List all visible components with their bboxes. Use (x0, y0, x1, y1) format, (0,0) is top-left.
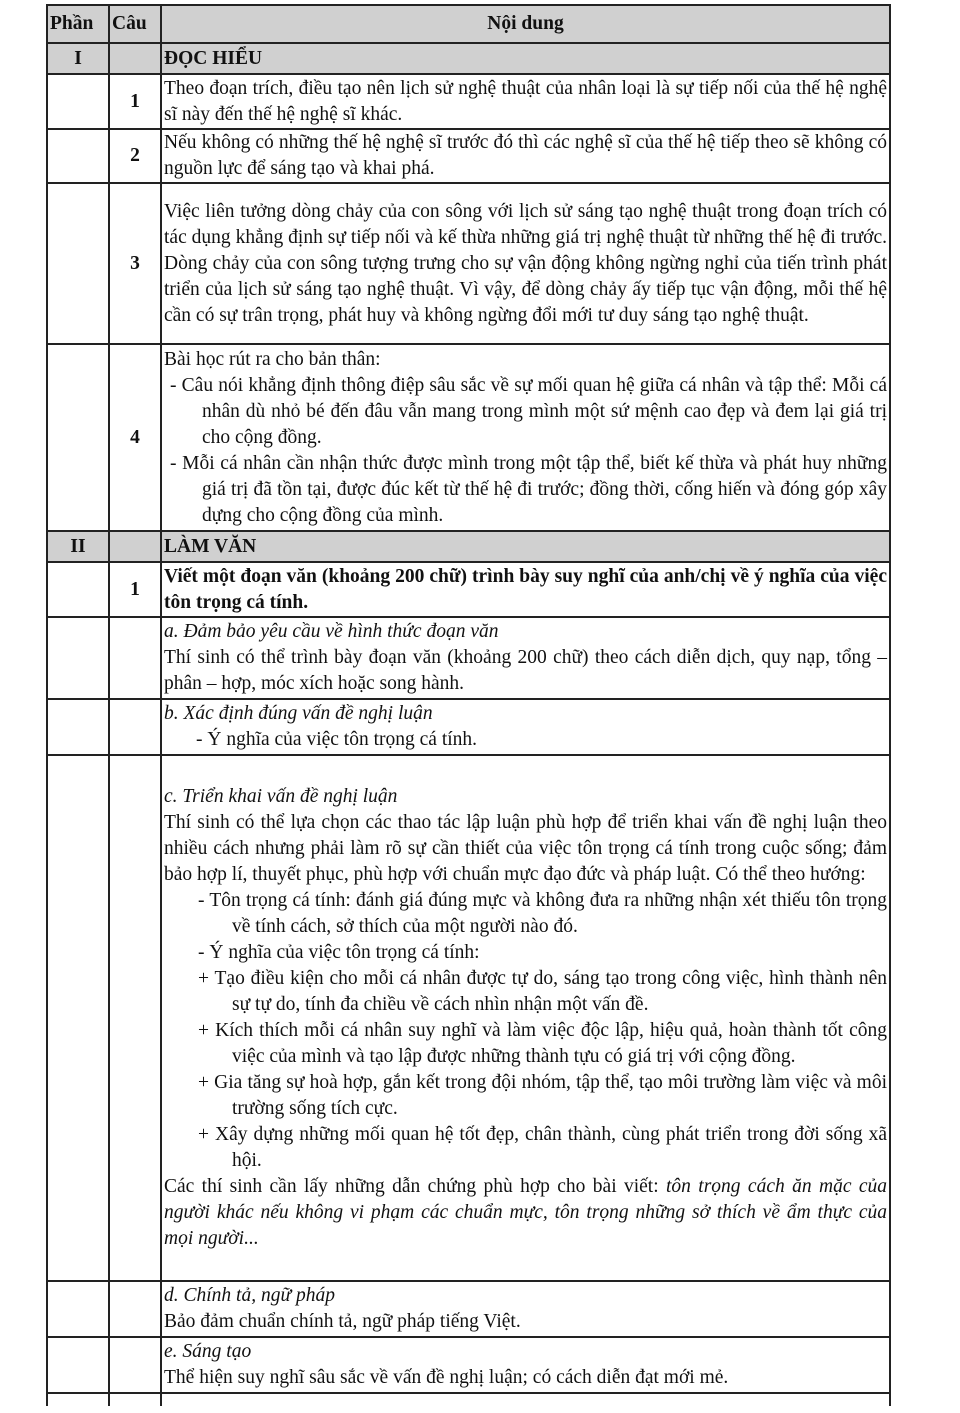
criterion-c (161, 755, 890, 1281)
criterion-title: c. Triển khai vấn đề nghị luận (164, 786, 398, 807)
header-part: Phần (47, 5, 109, 43)
answer-key-table-wrapper (46, 4, 889, 1406)
criterion-title: d. Chính tả, ngữ pháp (164, 1285, 335, 1306)
criterion-text: Thí sinh có thể trình bày đoạn văn (khoảng 200 chữ) theo cách diễn dịch, quy nạp, tổng – phân – hợp, móc xích hoặc song hành. (164, 647, 887, 694)
header-content: Nội dung (161, 5, 890, 43)
answer-key-table (46, 4, 891, 1406)
criterion-text: - Ý nghĩa của việc tôn trọng cá tính. (196, 729, 478, 750)
question-number: 2 (109, 129, 161, 183)
criterion-title: b. Xác định đúng vấn đề nghị luận (164, 703, 433, 724)
answer-text (161, 344, 890, 531)
criterion-sub-bullet: + Tạo điều kiện cho mỗi cá nhân được tự do, sáng tạo trong công việc, hình thành nên sự tự do, tính đa chiều về cách nhìn nhận một vấn đề. (198, 968, 887, 1015)
answer-text: Nếu không có những thế hệ nghệ sĩ trước đó thì các nghệ sĩ của thế hệ tiếp theo sẽ không có nguồn lực để sáng tạo và khai phá. (161, 129, 890, 183)
section-row-reading (47, 43, 890, 74)
question-number: 1 (109, 562, 161, 617)
answer-bullet: - Mỗi cá nhân cần nhận thức được mình trong một tập thể, biết kế thừa và phát huy những giá trị đã tồn tại, được đúc kết từ thế hệ đi trước; đồng thời, cống hiến và đóng góp xây dựng cho cộng đồng của mình. (170, 452, 887, 526)
table-row (47, 344, 890, 531)
criterion-b (161, 699, 890, 755)
criterion-title: a. Đảm bảo yêu cầu về hình thức đoạn văn (164, 621, 499, 642)
criterion-e (161, 1337, 890, 1393)
criterion-bullet: - Tôn trọng cá tính: đánh giá đúng mực và không đưa ra những nhận xét thiếu tôn trọng về tính cách, sở thích của một người nào đó. (198, 890, 887, 937)
answer-text: Theo đoạn trích, điều tạo nên lịch sử nghệ thuật của nhân loại là sự tiếp nối của thế hệ nghệ sĩ này đến thế hệ nghệ sĩ khác. (161, 74, 890, 129)
section-row-writing (47, 531, 890, 562)
writing-prompt: Viết một đoạn văn (khoảng 200 chữ) trình bày suy nghĩ của anh/chị về ý nghĩa của việc tôn trọng cá tính. (161, 562, 890, 617)
answer-bullet: - Câu nói khẳng định thông điệp sâu sắc về sự mối quan hệ giữa cá nhân và tập thể: Mỗi cá nhân dù nhỏ bé đến đâu vẫn mang trong mình một sứ mệnh cao đẹp và đem lại giá trị cho cộng đồng. (170, 374, 887, 448)
evidence-lead: Các thí sinh cần lấy những dẫn chứng phù hợp cho bài viết: (164, 1176, 667, 1197)
criterion-text: Thể hiện suy nghĩ sâu sắc về vấn đề nghị luận; có cách diễn đạt mới mẻ. (164, 1367, 729, 1388)
criterion-title: e. Sáng tạo (164, 1341, 252, 1362)
section-title: LÀM VĂN (161, 531, 890, 562)
criterion-sub-bullet: + Gia tăng sự hoà hợp, gắn kết trong đội nhóm, tập thể, tạo môi trường làm việc và môi trường sống tích cực. (198, 1072, 887, 1119)
criterion-evidence (164, 1174, 887, 1252)
question-number: 4 (109, 344, 161, 531)
table-row (47, 755, 890, 1281)
table-row (47, 183, 890, 344)
table-row (47, 617, 890, 699)
criterion-a (161, 617, 890, 699)
table-row-cut (47, 1393, 890, 1406)
header-question: Câu (109, 5, 161, 43)
question-number: 3 (109, 183, 161, 344)
answer-intro: Bài học rút ra cho bản thân: (164, 348, 381, 370)
section-title: ĐỌC HIỂU (161, 43, 890, 74)
evidence-examples: tôn trọng cách ăn mặc của người khác nếu không vi phạm các chuẩn mực, tôn trọng những sở thích về ẩm thực của mọi người... (164, 1176, 887, 1249)
answer-text: Việc liên tưởng dòng chảy của con sông với lịch sử sáng tạo nghệ thuật trong đoạn trích có tác dụng khẳng định sự tiếp nối và kế thừa những giá trị nghệ thuật từ những thế hệ đi trước. Dòng chảy của con sông tượng trưng cho sự vận động không ngừng nghỉ của tiến trình phát triển của lịch sử sáng tạo nghệ thuật. Vì vậy, để dòng chảy ấy tiếp tục vận động, mỗi thế hệ cần có sự trân trọng, phát huy và không ngừng đổi mới tư duy sáng tạo nghệ thuật. (161, 183, 890, 344)
criterion-bullet: - Ý nghĩa của việc tôn trọng cá tính: (198, 942, 480, 963)
table-row (47, 1281, 890, 1337)
criterion-text: Thí sinh có thể lựa chọn các thao tác lập luận phù hợp để triển khai vấn đề nghị luận theo nhiều cách nhưng phải làm rõ sự cần thiết của việc tôn trọng cá tính trong cuộc sống; đảm bảo hợp lí, thuyết phục, phù hợp với chuẩn mực đạo đức và pháp luật. Có thể theo hướng: (164, 812, 887, 885)
criterion-sub-bullet: + Kích thích mỗi cá nhân suy nghĩ và làm việc độc lập, hiệu quả, hoàn thành tốt công việc của mình và tạo lập được những thành tựu có giá trị với cộng đồng. (198, 1020, 887, 1067)
criterion-d (161, 1281, 890, 1337)
question-number: 1 (109, 74, 161, 129)
criterion-text: Bảo đảm chuẩn chính tả, ngữ pháp tiếng Việt. (164, 1311, 521, 1332)
section-part-number: I (47, 43, 109, 74)
table-row (47, 699, 890, 755)
table-header-row (47, 5, 890, 43)
criterion-sub-bullet: + Xây dựng những mối quan hệ tốt đẹp, chân thành, cùng phát triển trong đời sống xã hội. (198, 1124, 887, 1171)
table-row (47, 1337, 890, 1393)
table-row (47, 129, 890, 183)
section-part-number: II (47, 531, 109, 562)
table-row (47, 562, 890, 617)
table-row (47, 74, 890, 129)
